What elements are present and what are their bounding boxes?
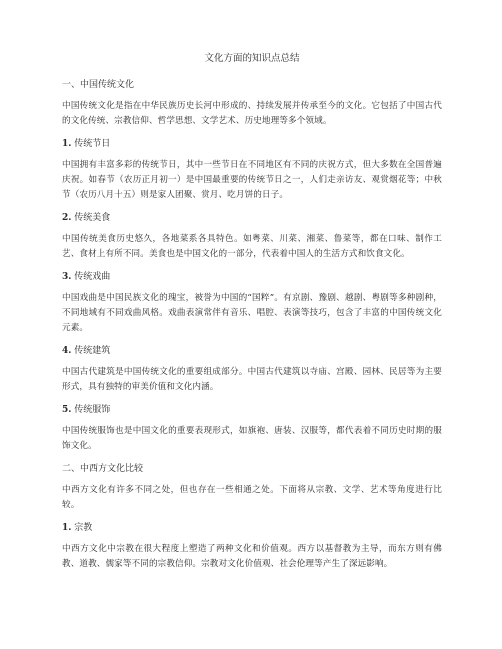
subsection-text: 中国传统服饰也是中国文化的重要表现形式，如旗袍、唐装、汉服等，都代表着不同历史时期的服饰文化。	[62, 426, 442, 451]
subsection-title: 传统节日	[74, 139, 111, 149]
subsection-text: 中西方文化中宗教在很大程度上塑造了两种文化和价值观。西方以基督教为主导，而东方则有佛教、道教、儒家等不同的宗教信仰。宗教对文化价值观、社会伦理等产生了深远影响。	[62, 544, 442, 569]
subsection-heading	[62, 522, 442, 534]
subsection-title: 传统建筑	[74, 346, 111, 356]
subsection-number: 4.	[62, 346, 72, 356]
subsection-heading	[62, 271, 442, 283]
subsection-title: 宗教	[74, 523, 93, 533]
section-intro: 中西方文化有许多不同之处，但也存在一些相通之处。下面将从宗教、文学、艺术等角度进行比较。	[62, 485, 442, 510]
subsection-number: 2.	[62, 213, 72, 223]
subsection-text: 中国古代建筑是中国传统文化的重要组成部分。中国古代建筑以寺庙、宫殿、园林、民居等为主要形式，具有独特的审美价值和文化内涵。	[62, 367, 442, 392]
subsection-number: 1.	[62, 139, 72, 149]
subsection-title: 传统服饰	[74, 405, 111, 415]
subsection-heading	[62, 345, 442, 357]
subsection-number: 1.	[62, 523, 72, 533]
subsection-text: 中国传统美食历史悠久，各地菜系各具特色。如粤菜、川菜、湘菜、鲁菜等，都在口味、制作工艺、食材上有所不同。美食也是中国文化的一部分，代表着中国人的生活方式和饮食文化。	[62, 234, 442, 259]
subsection-heading	[62, 404, 442, 416]
subsection-number: 5.	[62, 405, 72, 415]
subsection-title: 传统戏曲	[74, 272, 111, 282]
subsection-text: 中国拥有丰富多彩的传统节日，其中一些节日在不同地区有不同的庆祝方式，但大多数在全国普遍庆祝。如春节（农历正月初一）是中国最重要的传统节日之一，人们走亲访友、观赏烟花等；中秋节（农历八月十五）则是家人团聚、赏月、吃月饼的日子。	[62, 160, 442, 200]
document-title: 文化方面的知识点总结	[204, 53, 300, 64]
subsection-title: 传统美食	[74, 213, 111, 223]
section-heading: 一、中国传统文化	[62, 80, 135, 90]
subsection-text: 中国戏曲是中国民族文化的瑰宝，被誉为中国的“国粹”。有京剧、豫剧、越剧、粤剧等多种剧种，不同地域有不同戏曲风格。戏曲表演常伴有音乐、唱腔、表演等技巧，包含了丰富的中国传统文化元素。	[62, 293, 442, 333]
section-heading: 二、中西方文化比较	[62, 464, 144, 474]
section-intro: 中国传统文化是指在中华民族历史长河中形成的、持续发展并传承至今的文化。它包括了中国古代的文化传统、宗教信仰、哲学思想、文学艺术、历史地理等多个领域。	[62, 101, 442, 126]
subsection-number: 3.	[62, 272, 72, 282]
subsection-heading	[62, 212, 442, 224]
subsection-heading	[62, 138, 442, 150]
